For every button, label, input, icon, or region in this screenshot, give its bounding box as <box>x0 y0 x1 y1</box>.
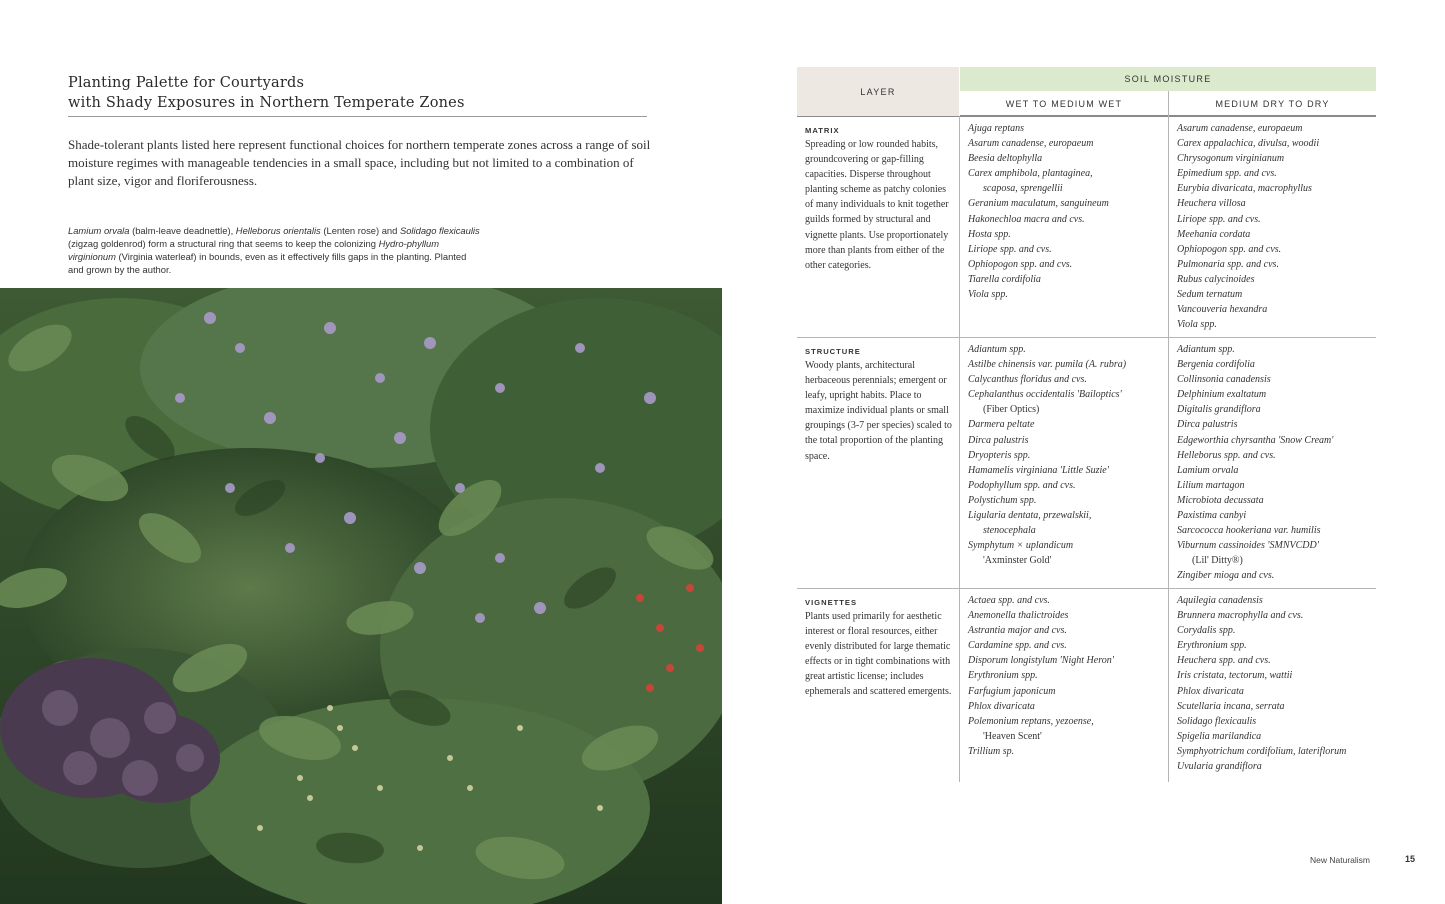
plant-item: Carex amphibola, plantaginea, <box>968 168 1093 180</box>
header-layer: LAYER <box>797 67 959 116</box>
plant-item: Ligularia dentata, przewalskii, <box>968 510 1092 522</box>
plant-item: Heuchera villosa <box>1177 198 1246 210</box>
title-rule <box>68 116 647 117</box>
layer-name-matrix: MATRIX <box>805 126 840 135</box>
plant-item: Hakonechloa macra and cvs. <box>968 213 1085 225</box>
plant-item: Liriope spp. and cvs. <box>1177 213 1261 225</box>
plant-item: Asarum canadense, europaeum <box>1177 123 1303 134</box>
vignettes-wet-list <box>968 593 1173 759</box>
plant-item: Viola spp. <box>1177 319 1217 331</box>
caption-plant-2: Helleborus orientalis <box>235 225 321 236</box>
plant-item: Uvularia grandiflora <box>1177 761 1262 773</box>
plant-item: Calycanthus floridus and cvs. <box>968 374 1087 386</box>
intro-paragraph: Shade-tolerant plants listed here represent functional choices for northern temperate zones across a range of soil moisture regimes with manageable tendencies in a small space, including but not limited to a combination of plant size, vigor and floriferousness. <box>68 137 651 188</box>
plant-item: Podophyllum spp. and cvs. <box>968 479 1076 491</box>
plant-item: Brunnera macrophylla and cvs. <box>1177 610 1304 622</box>
plant-item: Carex appalachica, divulsa, woodii <box>1177 138 1320 150</box>
header-bottom-rule <box>797 116 1376 117</box>
plant-item: Tiarella cordifolia <box>968 273 1041 285</box>
plant-item: Phlox divaricata <box>1177 685 1244 697</box>
plant-item: Eurybia divaricata, macrophyllus <box>1177 183 1312 195</box>
caption-plant-3: Solidago flexicaulis <box>399 225 480 236</box>
plant-item: Viburnum cassinoides 'SMNVCDD' <box>1177 540 1319 552</box>
column-divider-1 <box>959 116 960 782</box>
photo-caption <box>68 224 483 276</box>
layer-desc-vignettes: Plants used primarily for aesthetic interest or floral resources, either evenly distributed for large thematic effects or in tight combinations with great artistic license; includes ephemerals and scattered emergents. <box>805 611 952 698</box>
row-divider-1 <box>797 337 1376 338</box>
vignettes-dry-list <box>1177 593 1382 774</box>
title-line-1: Planting Palette for Courtyards <box>68 75 305 91</box>
page-title <box>68 73 465 113</box>
plant-item: stenocephala <box>983 525 1036 537</box>
layer-desc-structure: Woody plants, architectural herbaceous perennials; emergent or leafy, upright habits. Place to maximize individual plants or small groupings (3-7 per species) scaled to the total proportion of the planting space. <box>805 360 952 462</box>
plant-item: Astilbe chinensis var. pumila (A. rubra) <box>968 359 1127 371</box>
garden-photo <box>0 288 722 904</box>
plant-item: Viola spp. <box>968 289 1008 301</box>
plant-item: (Fiber Optics) <box>983 404 1040 416</box>
layer-name-structure: STRUCTURE <box>805 347 861 356</box>
plant-item: Beesia deltophylla <box>968 153 1043 165</box>
plant-item: Vancouveria hexandra <box>1177 304 1268 316</box>
matrix-dry-list <box>1177 121 1382 332</box>
plant-item: Helleborus spp. and cvs. <box>1177 449 1276 461</box>
plant-item: Iris cristata, tectorum, wattii <box>1177 670 1293 682</box>
plant-item: Trillium sp. <box>968 745 1015 757</box>
plant-item: Anemonella thalictroides <box>968 610 1069 622</box>
row-divider-2 <box>797 588 1376 589</box>
plant-item: Cardamine spp. and cvs. <box>968 640 1067 652</box>
plant-item: Dirca palustris <box>968 434 1029 446</box>
plant-item: Farfugium japonicum <box>968 685 1056 697</box>
caption-text-2: (Lenten rose) and <box>320 225 400 236</box>
layer-desc-matrix: Spreading or low rounded habits, groundcovering or gap-filling capacities. Disperse throughout planting scheme as patchy colonies of many individuals to knit together guilds formed by structural and vignette plants. Use proportionately more than plants from either of the other categories. <box>805 139 949 271</box>
plant-item: Pulmonaria spp. and cvs. <box>1177 258 1279 270</box>
plant-item: Microbiota decussata <box>1177 494 1264 506</box>
plant-item: Delphinium exaltatum <box>1177 389 1267 401</box>
plant-item: Actaea spp. and cvs. <box>968 595 1050 606</box>
header-dry: MEDIUM DRY TO DRY <box>1169 92 1376 116</box>
plant-item: Rubus calycinoides <box>1177 273 1255 285</box>
caption-plant-1: Lamium orvala <box>68 225 130 236</box>
plant-item: Dirca palustris <box>1177 419 1238 431</box>
plant-item: 'Axminster Gold' <box>983 555 1052 567</box>
plant-item: Solidago flexicaulis <box>1177 715 1257 727</box>
plant-item: Corydalis spp. <box>1177 625 1236 637</box>
layer-name-vignettes: VIGNETTES <box>805 598 858 607</box>
matrix-wet-list <box>968 121 1173 302</box>
plant-item: 'Heaven Scent' <box>983 730 1042 742</box>
caption-text-3: (zigzag goldenrod) form a structural ring that seems to keep the colonizing <box>68 238 379 249</box>
plant-item: scaposa, sprengellii <box>983 183 1063 195</box>
plant-item: Erythronium spp. <box>968 670 1038 682</box>
plant-item: Erythronium spp. <box>1177 640 1247 652</box>
plant-item: Lamium orvala <box>1177 464 1239 476</box>
plant-item: Geranium maculatum, sanguineum <box>968 198 1109 210</box>
header-wet: WET TO MEDIUM WET <box>960 92 1168 116</box>
plant-item: Aquilegia canadensis <box>1177 595 1263 606</box>
plant-item: Paxistima canbyi <box>1177 510 1247 522</box>
plant-item: Bergenia cordifolia <box>1177 359 1255 371</box>
plant-item: Disporum longistylum 'Night Heron' <box>968 655 1114 667</box>
plant-item: Asarum canadense, europaeum <box>968 138 1094 150</box>
plant-item: (Lil' Ditty®) <box>1192 555 1243 567</box>
planting-palette-table <box>797 67 1376 782</box>
structure-dry-list <box>1177 342 1382 584</box>
page-number: 15 <box>1405 854 1416 864</box>
plant-item: Epimedium spp. and cvs. <box>1177 168 1277 180</box>
caption-plant-4: Hydro-phyllum virginionum <box>68 238 440 262</box>
plant-item: Polystichum spp. <box>968 494 1037 506</box>
plant-item: Liriope spp. and cvs. <box>968 243 1052 255</box>
plant-item: Hamamelis virginiana 'Little Suzie' <box>968 464 1109 476</box>
plant-item: Zingiber mioga and cvs. <box>1177 570 1275 582</box>
plant-item: Collinsonia canadensis <box>1177 374 1271 386</box>
header-soil-moisture: SOIL MOISTURE <box>960 67 1376 91</box>
plant-item: Digitalis grandiflora <box>1177 404 1261 416</box>
plant-item: Sedum ternatum <box>1177 289 1243 301</box>
caption-text-1: (balm-leave deadnettle), <box>129 225 236 236</box>
plant-item: Ophiopogon spp. and cvs. <box>968 258 1073 270</box>
plant-item: Darmera peltate <box>968 419 1035 431</box>
running-footer: New Naturalism <box>1310 855 1370 865</box>
plant-item: Chrysogonum virginianum <box>1177 153 1285 165</box>
plant-item: Scutellaria incana, serrata <box>1177 700 1285 712</box>
plant-item: Astrantia major and cvs. <box>968 625 1067 637</box>
plant-item: Sarcococca hookeriana var. humilis <box>1177 525 1321 537</box>
plant-item: Edgeworthia chyrsantha 'Snow Cream' <box>1177 434 1334 446</box>
plant-item: Polemonium reptans, yezoense, <box>968 715 1094 727</box>
plant-item: Meehania cordata <box>1177 228 1251 240</box>
plant-item: Spigelia marilandica <box>1177 730 1262 742</box>
title-line-2: with Shady Exposures in Northern Temperate Zones <box>68 95 465 111</box>
plant-item: Lilium martagon <box>1177 479 1245 491</box>
plant-item: Phlox divaricata <box>968 700 1035 712</box>
plant-item: Dryopteris spp. <box>968 449 1031 461</box>
structure-wet-list <box>968 342 1173 568</box>
plant-item: Heuchera spp. and cvs. <box>1177 655 1271 667</box>
plant-item: Ophiopogon spp. and cvs. <box>1177 243 1282 255</box>
caption-text-4: (Virginia waterleaf) in bounds, even as it effectively fills gaps in the planting. Planted and grown by the author. <box>68 251 467 275</box>
left-page <box>0 0 722 904</box>
plant-item: Cephalanthus occidentalis 'Bailoptics' <box>968 389 1122 401</box>
plant-item: Hosta spp. <box>968 228 1011 240</box>
plant-item: Adiantum spp. <box>1177 344 1235 355</box>
plant-item: Ajuga reptans <box>968 123 1025 134</box>
plant-item: Symphyotrichum cordifolium, lateriflorum <box>1177 745 1347 757</box>
plant-item: Adiantum spp. <box>968 344 1026 355</box>
plant-item: Symphytum × uplandicum <box>968 540 1074 552</box>
